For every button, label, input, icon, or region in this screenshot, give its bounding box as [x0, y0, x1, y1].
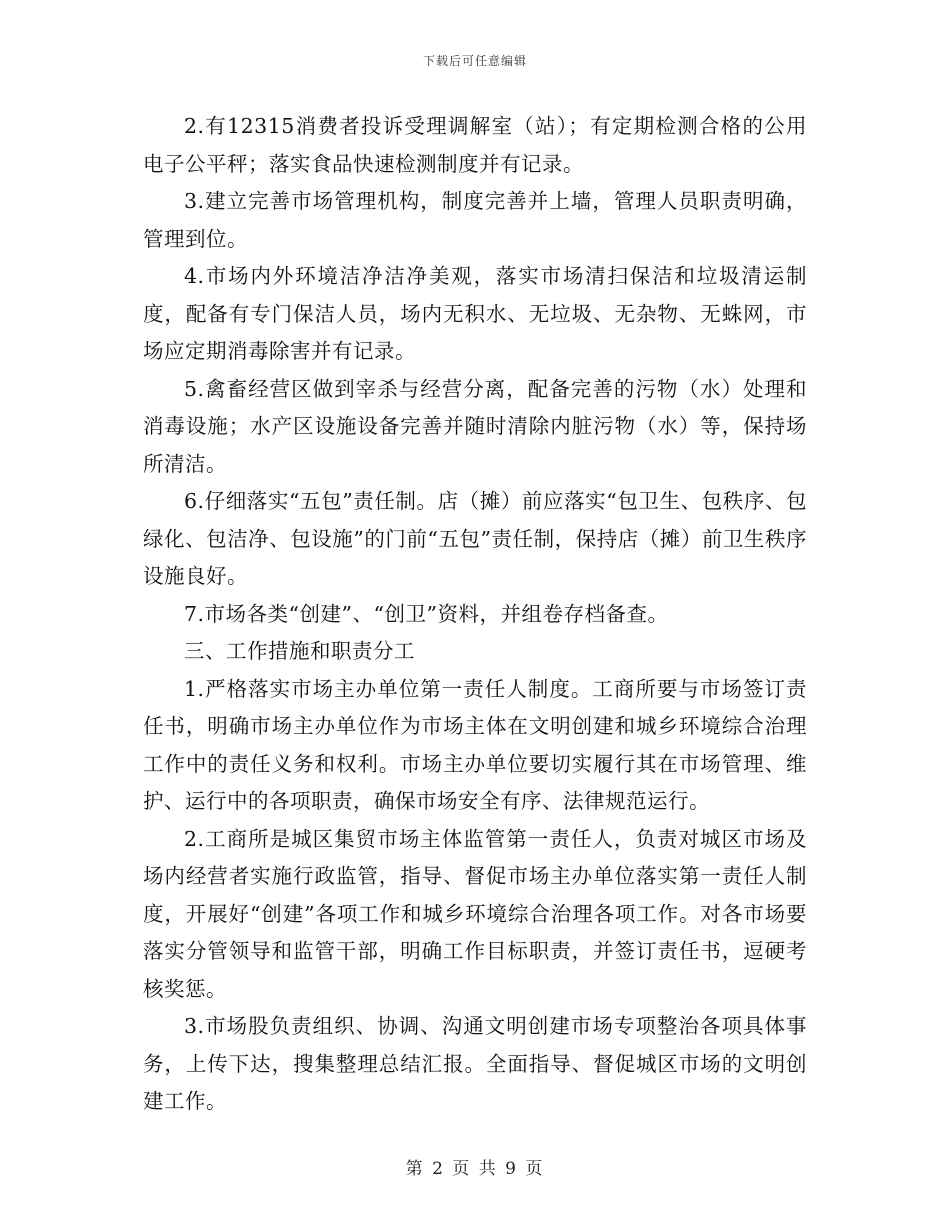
measure-item-2: 2.工商所是城区集贸市场主体监管第一责任人，负责对城区市场及场内经营者实施行政监管，指导、督促市场主办单位落实第一责任人制度，开展好“创建”各项工作和城乡环境综合治理各项工作。对各市场要落实分管领导和监管干部，明确工作目标职责，并签订责任书，逗硬考核奖惩。: [143, 826, 807, 1001]
measure-item-3: 3.市场股负责组织、协调、沟通文明创建市场专项整治各项具体事务，上传下达，搜集整理总结汇报。全面指导、督促城区市场的文明创建工作。: [143, 1014, 807, 1113]
paragraph-item-5: 5.禽畜经营区做到宰杀与经营分离，配备完善的污物（水）处理和消毒设施；水产区设施设备完善并随时清除内脏污物（水）等，保持场所清洁。: [143, 376, 807, 476]
page-header-note: 下载后可任意编辑: [422, 54, 527, 68]
paragraph-item-3: 3.建立完善市场管理机构，制度完善并上墙，管理人员职责明确，管理到位。: [143, 189, 807, 251]
paragraph-item-2: 2.有12315消费者投诉受理调解室（站）；有定期检测合格的公用电子公平秤；落实食品快速检测制度并有记录。: [143, 114, 807, 176]
paragraph-item-7: 7.市场各类“创建”、“创卫”资料，并组卷存档备查。: [184, 601, 669, 626]
paragraph-item-6: 6.仔细落实“五包”责任制。店（摊）前应落实“包卫生、包秩序、包绿化、包洁净、包设施”的门前“五包”责任制，保持店（摊）前卫生秩序设施良好。: [143, 489, 807, 588]
measure-item-1: 1.严格落实市场主办单位第一责任人制度。工商所要与市场签订责任书，明确市场主办单位作为市场主体在文明创建和城乡环境综合治理工作中的责任义务和权利。市场主办单位要切实履行其在市场管理、维护、运行中的各项职责，确保市场安全有序、法律规范运行。: [143, 676, 807, 813]
paragraph-item-4: 4.市场内外环境洁净洁净美观，落实市场清扫保洁和垃圾清运制度，配备有专门保洁人员，场内无积水、无垃圾、无杂物、无蛛网，市场应定期消毒除害并有记录。: [143, 264, 807, 363]
document-body: [143, 108, 807, 1121]
section-heading-3: 三、工作措施和职责分工: [184, 639, 415, 663]
page-number: 第 2 页 共 9 页: [405, 1159, 545, 1179]
